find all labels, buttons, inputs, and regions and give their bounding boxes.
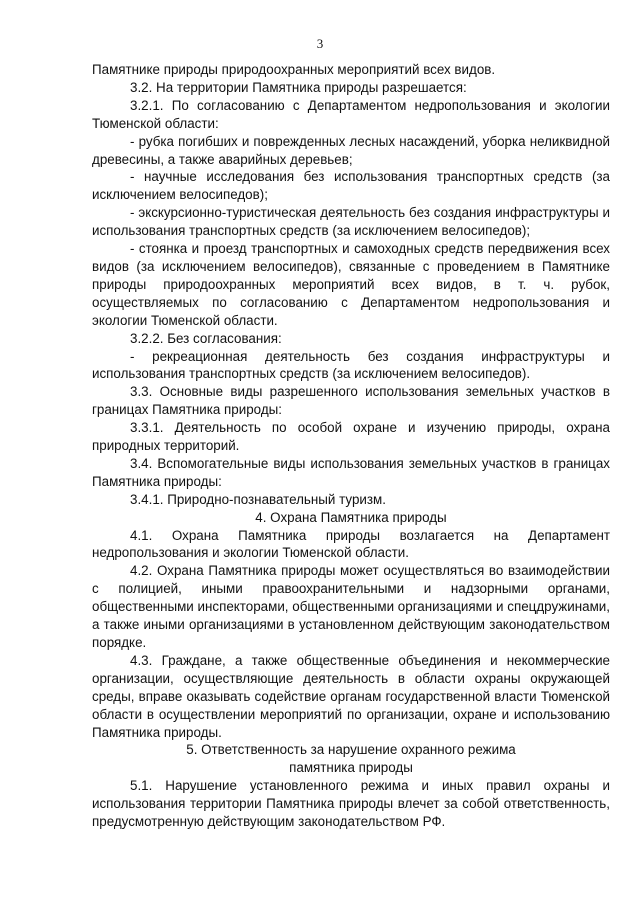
paragraph: 4.3. Граждане, а также общественные объединения и некоммерческие организации, осуществляющие деятельность в области охраны окружающей среды, вправе оказывать содействие органам государственной власти Тюменской области в осуществлении мероприятий по организации, охране и использованию Памятника природы. <box>92 652 610 740</box>
paragraph: 3.3.1. Деятельность по особой охране и изучению природы, охрана природных территорий. <box>92 420 610 454</box>
section-heading: памятника природы <box>289 760 413 776</box>
document-body <box>92 61 610 831</box>
paragraph: 4.1. Охрана Памятника природы возлагается на Департамент недропользования и экологии Тюменской области. <box>92 527 610 561</box>
paragraph: - рубка погибших и поврежденных лесных насаждений, уборка неликвидной древесины, а также аварийных деревьев; <box>92 133 610 167</box>
paragraph: 4.2. Охрана Памятника природы может осуществляться во взаимодействии с полицией, иными правоохранительными и надзорными органами, общественными инспекторами, общественными организациями и спецдружинами, а также иными организациями в установленном действующим законодательством порядке. <box>92 563 610 650</box>
paragraph: 3.2. На территории Памятника природы разрешается: <box>130 79 467 95</box>
paragraph: 3.2.1. По согласованию с Департаментом недропользования и экологии Тюменской области: <box>92 97 610 131</box>
paragraph: 3.4.1. Природно-познавательный туризм. <box>130 491 386 507</box>
paragraph: Памятнике природы природоохранных мероприятий всех видов. <box>92 62 496 77</box>
paragraph: 3.2.2. Без согласования: <box>130 330 282 346</box>
paragraph: - экскурсионно-туристическая деятельность без создания инфраструктуры и использования транспортных средств (за исключением велосипедов); <box>92 205 610 239</box>
paragraph: 3.3. Основные виды разрешенного использования земельных участков в границах Памятника природы: <box>92 384 610 418</box>
paragraph: - стоянка и проезд транспортных и самоходных средств передвижения всех видов (за исключением велосипедов), связанные с проведением в Памятнике природы природоохранных мероприятий всех видов, в т. ч. рубок, осуществляемых по согласованию с Департаментом недропользования и экологии Тюменской области. <box>92 241 610 328</box>
section-heading: 4. Охрана Памятника природы <box>255 509 447 525</box>
section-heading: 5. Ответственность за нарушение охранного режима <box>186 742 516 758</box>
paragraph: - научные исследования без использования транспортных средств (за исключением велосипедов); <box>92 169 610 203</box>
page-number: 3 <box>316 36 324 51</box>
paragraph: 5.1. Нарушение установленного режима и иных правил охраны и использования территории Памятника природы влечет за собой ответственность, предусмотренную действующим законодательством РФ. <box>92 778 610 830</box>
paragraph: - рекреационная деятельность без создания инфраструктуры и использования транспортных средств (за исключением велосипедов). <box>92 348 610 382</box>
paragraph: 3.4. Вспомогательные виды использования земельных участков в границах Памятника природы: <box>92 455 610 489</box>
